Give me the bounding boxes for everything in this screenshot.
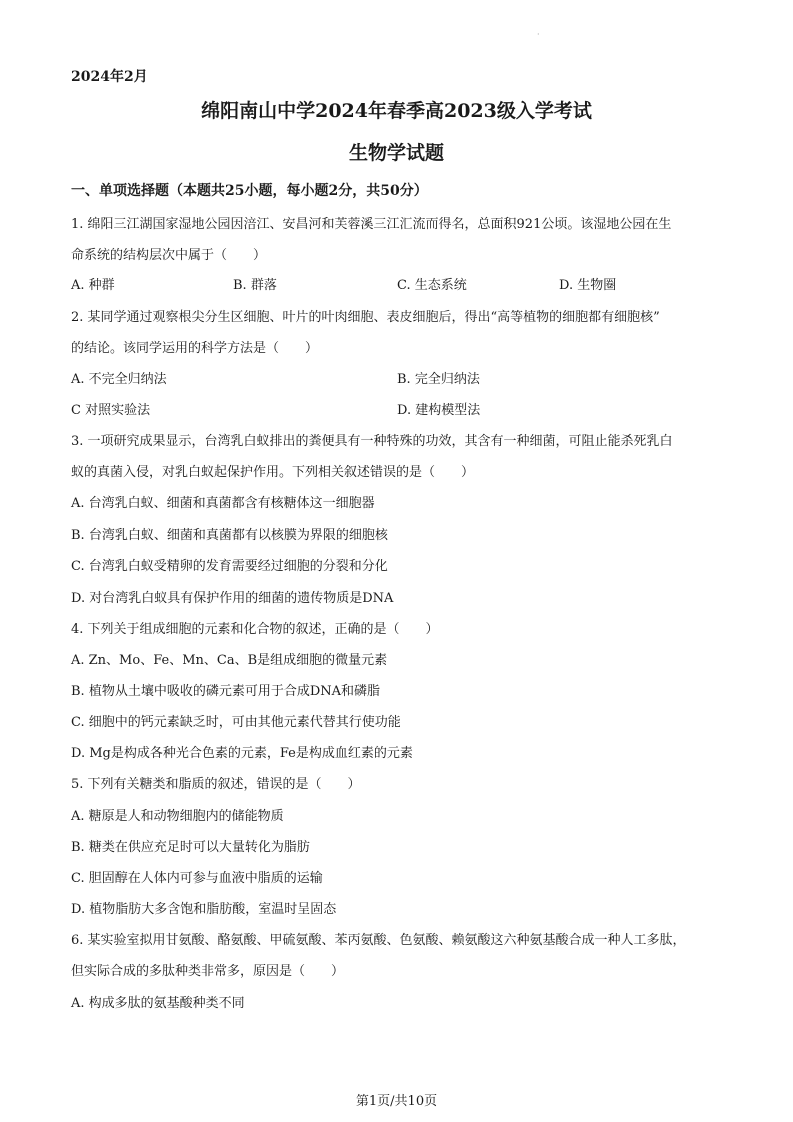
question-4-stem-line-1: 4. 下列关于组成细胞的元素和化合物的叙述，正确的是（ ） bbox=[71, 622, 439, 637]
question-2-option-a: A. 不完全归纳法 bbox=[71, 372, 167, 387]
exam-subtitle: 生物学试题 bbox=[348, 142, 444, 164]
section-heading: 一、单项选择题（本题共25小题，每小题2分，共50分） bbox=[71, 183, 428, 199]
question-2-stem-line-2: 的结论。该同学运用的科学方法是（ ） bbox=[71, 341, 319, 356]
exam-title: 绵阳南山中学2024年春季高2023级入学考试 bbox=[201, 100, 592, 122]
question-5-option-d: D. 植物脂肪大多含饱和脂肪酸，室温时呈固态 bbox=[71, 902, 337, 917]
question-1-option-b: B. 群落 bbox=[233, 278, 277, 293]
question-1-option-d: D. 生物圈 bbox=[559, 278, 617, 293]
question-3-stem-line-2: 蚁的真菌入侵，对乳白蚁起保护作用。下列相关叙述错误的是（ ） bbox=[71, 465, 475, 480]
question-5-option-a: A. 糖原是人和动物细胞内的储能物质 bbox=[71, 809, 284, 824]
question-4-option-b: B. 植物从土壤中吸收的磷元素可用于合成DNA和磷脂 bbox=[71, 684, 381, 699]
question-3-option-d: D. 对台湾乳白蚁具有保护作用的细菌的遗传物质是DNA bbox=[71, 591, 394, 606]
question-2-option-d: D. 建构模型法 bbox=[397, 403, 481, 418]
question-3-stem-line-1: 3. 一项研究成果显示，台湾乳白蚁排出的粪便具有一种特殊的功效，其含有一种细菌，可阻止能杀死乳白 bbox=[71, 434, 673, 449]
question-5-option-b: B. 糖类在供应充足时可以大量转化为脂肪 bbox=[71, 840, 310, 855]
corner-dot: · bbox=[537, 30, 540, 39]
question-1-option-a: A. 种群 bbox=[71, 278, 115, 293]
exam-date: 2024年2月 bbox=[71, 69, 148, 85]
question-5-stem-line-1: 5. 下列有关糖类和脂质的叙述，错误的是（ ） bbox=[71, 777, 361, 792]
question-6-stem-line-1: 6. 某实验室拟用甘氨酸、酪氨酸、甲硫氨酸、苯丙氨酸、色氨酸、赖氨酸这六种氨基酸合成一种人工多肽， bbox=[71, 933, 686, 948]
question-6-stem-line-2: 但实际合成的多肽种类非常多，原因是（ ） bbox=[71, 964, 345, 979]
question-4-option-c: C. 细胞中的钙元素缺乏时，可由其他元素代替其行使功能 bbox=[71, 715, 401, 730]
question-1-stem-line-2: 命系统的结构层次中属于（ ） bbox=[71, 248, 267, 263]
question-2-option-c: C 对照实验法 bbox=[71, 403, 151, 418]
question-4-option-a: A. Zn、Mo、Fe、Mn、Ca、B是组成细胞的微量元素 bbox=[71, 653, 388, 668]
question-2-stem-line-1: 2. 某同学通过观察根尖分生区细胞、叶片的叶肉细胞、表皮细胞后，得出“高等植物的细胞都有细胞核” bbox=[71, 310, 660, 325]
question-3-option-b: B. 台湾乳白蚁、细菌和真菌都有以核膜为界限的细胞核 bbox=[71, 528, 388, 543]
question-3-option-c: C. 台湾乳白蚁受精卵的发育需要经过细胞的分裂和分化 bbox=[71, 559, 388, 574]
question-2-option-b: B. 完全归纳法 bbox=[397, 372, 480, 387]
question-6-option-a: A. 构成多肽的氨基酸种类不同 bbox=[71, 996, 245, 1011]
question-4-option-d: D. Mg是构成各种光合色素的元素，Fe是构成血红素的元素 bbox=[71, 746, 413, 761]
question-1-stem-line-1: 1. 绵阳三江湖国家湿地公园因涪江、安昌河和芙蓉溪三江汇流而得名，总面积921公顷。该湿地公园在生 bbox=[71, 217, 672, 232]
question-5-option-c: C. 胆固醇在人体内可参与血液中脂质的运输 bbox=[71, 871, 323, 886]
page-number: 第1页/共10页 bbox=[355, 1094, 438, 1109]
question-3-option-a: A. 台湾乳白蚁、细菌和真菌都含有核糖体这一细胞器 bbox=[71, 496, 375, 511]
question-1-option-c: C. 生态系统 bbox=[397, 278, 467, 293]
